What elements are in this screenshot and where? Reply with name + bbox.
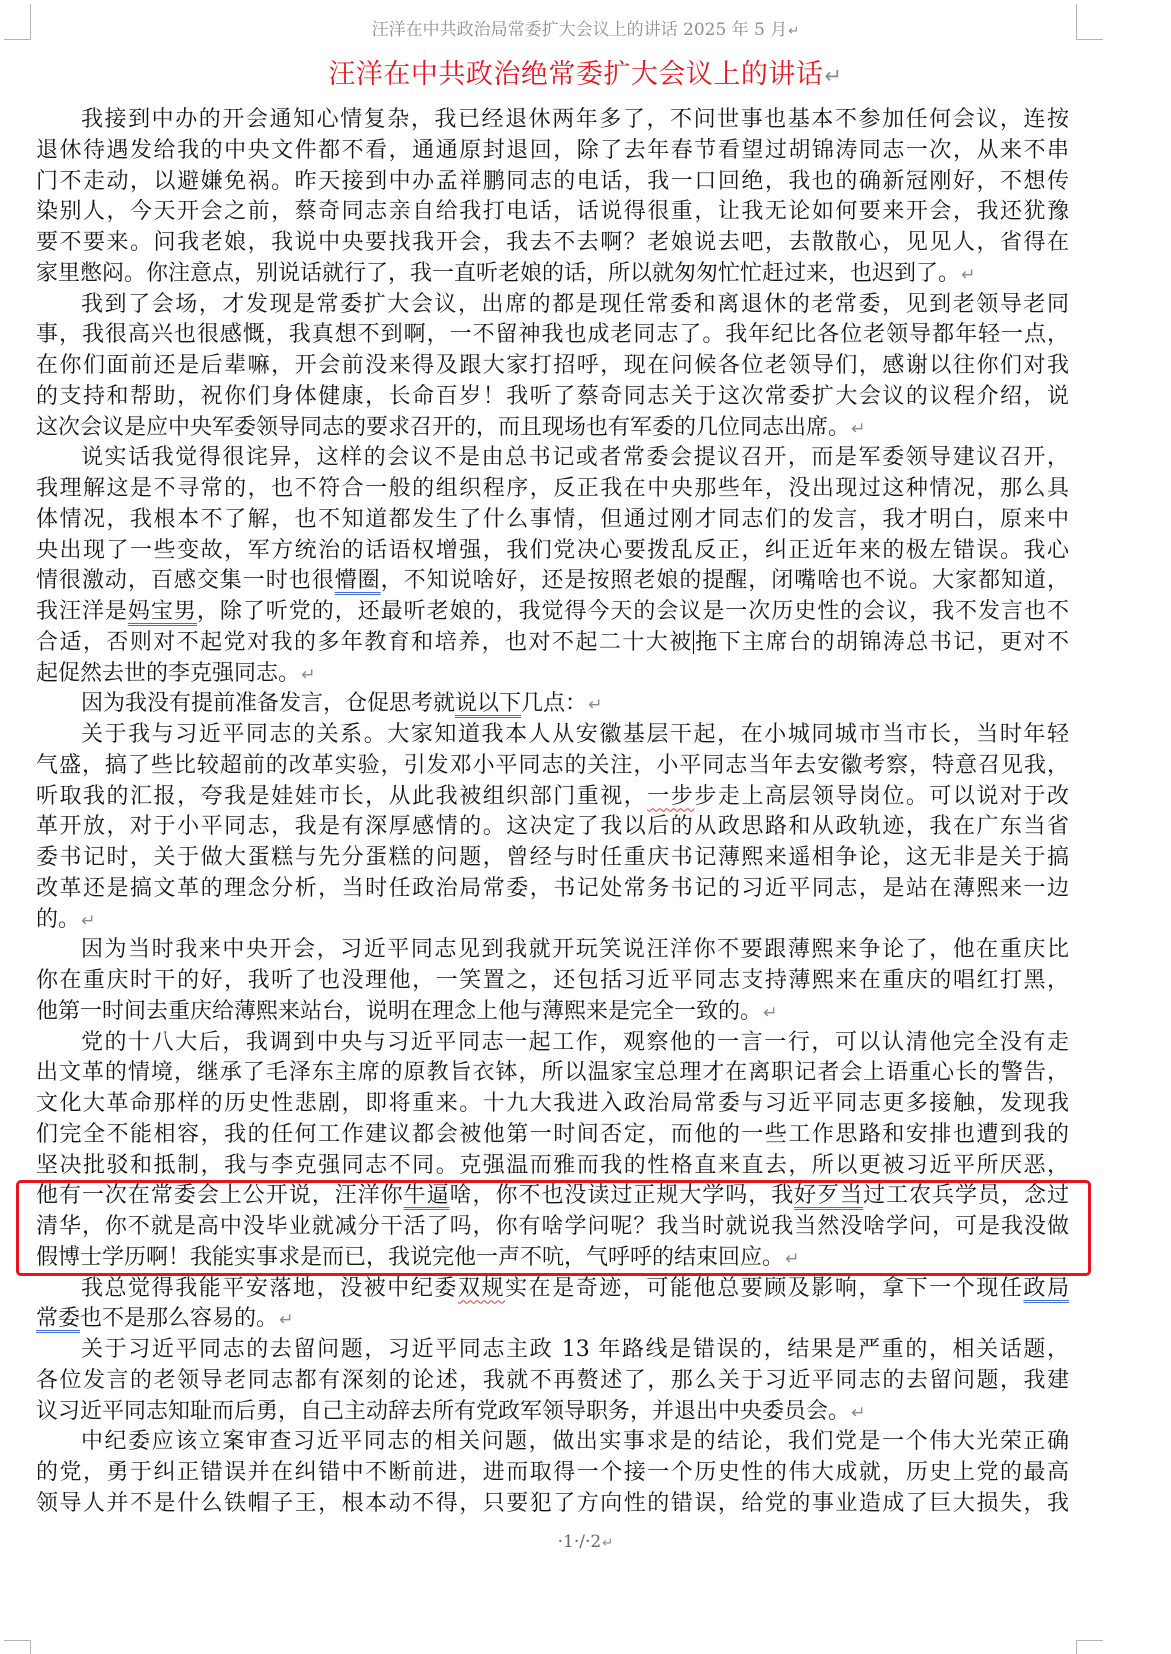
text-run: 因为我没有提前准备发言，仓促思考就 (81, 691, 456, 717)
text-line (36, 536, 1069, 567)
paragraph-mark-icon: ↵ (763, 1002, 778, 1023)
paragraph-mark-icon: ↵ (851, 1402, 866, 1423)
text-run: 在你们面前还是后辈嘛，开会前没来得及跟大家打招呼，现在问候各位老领导们，感谢以往你们对我 (36, 353, 1069, 378)
text-run: 合适，否则对不起党对我的多年教育和培养，也对不起二十大被 (36, 629, 693, 655)
text-run: 我理解这是不寻常的，也不符合一般的组织程序，反正我在中央那些年，没出现过这种情况，那么具 (36, 476, 1069, 501)
text-line (36, 843, 1069, 874)
crop-mark-bottom-right (1076, 1640, 1077, 1654)
text-line (36, 351, 1069, 382)
text-line (36, 782, 1069, 813)
text-line (36, 1489, 1069, 1520)
paragraph-mark-icon: ↵ (961, 264, 976, 285)
text-line (36, 505, 1069, 536)
text-line (36, 1304, 1069, 1335)
grammar-flagged-word[interactable]: 妈宝男 (127, 599, 197, 624)
paragraph (36, 720, 1069, 935)
text-run: 听取我的汇报，夸我是娃娃市长，从此我被组织部门重视， (36, 783, 648, 809)
text-run: 因为当时我来中央开会，习近平同志见到我就开玩笑说汪洋你不要跟薄熙来争论了，他在重庆比 (81, 937, 1069, 963)
grammar-flagged-word[interactable]: 常委 (36, 1306, 81, 1332)
page-header (0, 17, 1171, 45)
text-line (36, 1089, 1069, 1120)
text-line (36, 382, 1069, 413)
paragraph-mark-icon: ↵ (785, 1248, 800, 1269)
text-line (36, 413, 1069, 444)
grammar-flagged-word[interactable]: 说以下 (455, 691, 522, 717)
crop-mark-bottom-left (30, 1640, 31, 1654)
text-run: 的。 (36, 906, 81, 932)
spelling-flagged-word[interactable]: 双规 (457, 1275, 506, 1301)
text-line (36, 720, 1069, 751)
text-run: 革开放，对于小平同志，我是有深厚感情的。这决定了我以后的从政思路和从政轨迹，我在广东当省 (36, 814, 1069, 840)
text-line (36, 228, 1069, 259)
paragraph (36, 1335, 1069, 1427)
page-number-text: ·1·/·2 (557, 1532, 602, 1552)
text-run: 门不走动，以避嫌免祸。昨天接到中办孟祥鹏同志的电话，我一口回绝，我也的确新冠刚好，不想传 (36, 168, 1069, 194)
text-line (36, 1397, 1069, 1428)
text-run: 家里憋闷。你注意点，别说话就行了，我一直听老娘的话，所以就匆匆忙忙赶过来，也迟到了。 (36, 260, 961, 286)
text-run: 领导人并不是什么铁帽子王，根本动不得，只要犯了方向性的错误，给党的事业造成了巨大损失，我 (36, 1490, 1069, 1516)
text-run: 清华，你不就是高中没毕业就减分干活了吗，你有啥学问呢？我当时就说我当然没啥学问，可是我没做 (36, 1214, 1069, 1239)
text-line (36, 1181, 1069, 1212)
paragraph-mark-icon: ↵ (588, 695, 603, 716)
text-line (36, 751, 1069, 782)
text-run: 他有一次在常委会上公开说，汪洋你 (36, 1183, 404, 1209)
text-line (36, 1120, 1069, 1151)
text-line (36, 290, 1069, 321)
text-line (36, 905, 1069, 936)
text-line (36, 443, 1069, 474)
paragraph (36, 1274, 1069, 1336)
text-line (36, 689, 1069, 720)
text-run: 体情况，我根本不了解，也不知道都发生了什么事情，但通过刚才同志们的发言，我才明白，原来中 (36, 506, 1069, 532)
text-line (36, 259, 1069, 290)
paragraph (36, 935, 1069, 1027)
text-run: 我汪洋是 (36, 599, 128, 624)
text-run: 拖下主席台的胡锦涛总书记，更对不 (693, 629, 1069, 655)
text-run: 退休待遇发给我的中央文件都不看，通通原封退回，除了去年春节看望过胡锦涛同志一次，从来不串 (36, 137, 1069, 163)
document-title-text: 汪洋在中共政治绝常委扩大会议上的讲话 (328, 59, 824, 90)
text-run: 气盛，搞了些比较超前的改革实验，引发邓小平同志的关注，小平同志当年去安徽考察，特意召见我， (36, 752, 1069, 778)
text-line (36, 597, 1069, 628)
paragraph-mark-icon: ↵ (279, 1310, 294, 1331)
text-line (36, 167, 1069, 198)
text-line (36, 197, 1069, 228)
text-run: 改革还是搞文革的理念分析，当时任政治局常委，书记处常务书记的习近平同志，是站在薄熙来一边 (36, 875, 1069, 901)
text-line (36, 628, 1069, 659)
text-run: 议习近平同志知耻而后勇，自己主动辞去所有党政军领导职务，并退出中央委员会。 (36, 1398, 851, 1424)
text-run: 文化大革命那样的历史性悲剧，即将重来。十九大我进入政治局常委与习近平同志更多接触，发现我 (36, 1091, 1069, 1116)
text-line (36, 659, 1069, 690)
text-run: 出文革的情境，继承了毛泽东主席的原教旨衣钵，所以温家宝总理才在离职记者会上语重心长的警告， (36, 1060, 1069, 1086)
text-run: 各位发言的老领导老同志都有深刻的论述，我就不再赘述了，那么关于习近平同志的去留问题，我建 (36, 1367, 1069, 1393)
text-run: 的党，勇于纠正错误并在纠错中不断前进，进而取得一个接一个历史性的伟大成就，历史上党的最高 (36, 1460, 1069, 1485)
grammar-flagged-word[interactable]: 政局 (1023, 1275, 1069, 1301)
text-line (36, 1458, 1069, 1489)
crop-mark-bottom-left (4, 1640, 31, 1641)
paragraph-mark-icon: ↵ (301, 664, 316, 685)
text-run: 他第一时间去重庆给薄熙来站台，说明在理念上他与薄熙来是完全一致的。 (36, 998, 763, 1024)
text-run: 委书记时，关于做大蛋糕与先分蛋糕的问题，曾经与时任重庆书记薄熙来遥相争论，这无非是关于搞 (36, 845, 1069, 870)
grammar-flagged-word[interactable]: 好歹当 (794, 1183, 864, 1209)
text-run: 这次会议是应中央军委领导同志的要求召开的，而且现场也有军委的几位同志出席。 (36, 414, 851, 440)
text-run: 我接到中办的开会通知心情复杂，我已经退休两年多了，不问世事也基本不参加任何会议，连按 (81, 107, 1069, 132)
document-title (0, 58, 1171, 93)
highlight-box (36, 1181, 1069, 1273)
paragraph (36, 1028, 1069, 1274)
text-run: 关于习近平同志的去留问题，习近平同志主政 13 年路线是错误的，结果是严重的，相关话题， (81, 1337, 1069, 1362)
text-run: 们完全不能相容，我的任何工作建议都会被他第一时间否定，而他的一些工作思路和安排也遭到我的 (36, 1121, 1069, 1147)
text-line (36, 1274, 1069, 1305)
text-run: 过工农兵学员，念过 (863, 1183, 1069, 1209)
text-line (36, 1151, 1069, 1182)
text-run: 坚决批驳和抵制，我与李克强同志不同。克强温而雅而我的性格直来直去，所以更被习近平所厌恶， (36, 1152, 1069, 1178)
grammar-flagged-word[interactable]: 懵圈 (334, 568, 381, 594)
text-line (36, 1427, 1069, 1458)
page-number (0, 1528, 1171, 1558)
text-line (36, 1058, 1069, 1089)
paragraph (36, 290, 1069, 444)
paragraph (36, 105, 1069, 290)
text-run: 步走上高层领导岗位。可以说对于改 (694, 783, 1069, 809)
text-line (36, 966, 1069, 997)
paragraph (36, 1427, 1069, 1519)
paragraph (36, 443, 1069, 689)
paragraph (36, 689, 1069, 720)
paragraph-mark-icon: ↵ (851, 418, 866, 439)
paragraph-mark-icon: ↵ (788, 24, 800, 39)
text-line (36, 997, 1069, 1028)
text-run: 我到了会场，才发现是常委扩大会议，出席的都是现任常委和离退休的老常委，见到老领导老同 (81, 291, 1069, 317)
text-run: ，不知说啥好，还是按照老娘的提醒，闭嘴啥也不说。大家都知道， (380, 568, 1069, 594)
text-run: 要不要来。问我老娘，我说中央要找我开会，我去不去啊？老娘说去吧，去散散心，见见人，省得在 (36, 230, 1069, 255)
text-run: 情很激动，百感交集一时也很 (36, 568, 335, 594)
text-run: 也不是那么容易的。 (80, 1306, 279, 1332)
text-run: 党的十八大后，我调到中央与习近平同志一起工作，观察他的一言一行，可以认清他完全没有走 (81, 1029, 1069, 1055)
page-header-text: 汪洋在中共政治局常委扩大会议上的讲话 2025 年 5 月 (371, 20, 788, 40)
text-line (36, 1243, 1069, 1274)
text-run: 啥，你不也没读过正规大学吗，我 (449, 1183, 795, 1209)
paragraph-mark-icon: ↵ (602, 1536, 614, 1551)
text-run: 你在重庆时干的好，我听了也没理他，一笑置之，还包括习近平同志支持薄熙来在重庆的唱红打黑， (36, 968, 1069, 993)
text-run: 起促然去世的李克强同志。 (36, 660, 301, 686)
document-body[interactable] (36, 105, 1069, 1520)
text-run: 假博士学历啊！我能实事求是而已，我说完他一声不吭，气呼呼的结束回应。 (36, 1244, 785, 1270)
text-run: ，除了听党的，还最听老娘的，我觉得今天的会议是一次历史性的会议，我不发言也不 (196, 599, 1069, 624)
text-line (36, 474, 1069, 505)
text-run: 实在是奇迹，可能他总要顾及影响，拿下一个现任 (505, 1275, 1024, 1301)
text-line (36, 1366, 1069, 1397)
text-line (36, 874, 1069, 905)
spelling-flagged-word[interactable]: 一步 (647, 783, 695, 809)
text-run: 我总觉得我能平安落地，没被中纪委 (81, 1275, 458, 1301)
crop-mark-bottom-right (1076, 1640, 1103, 1641)
text-run: 说实话我觉得很诧异，这样的会议不是由总书记或者常委会提议召开，而是军委领导建议召开， (81, 445, 1069, 471)
text-run: 染别人，今天开会之前，蔡奇同志亲自给我打电话，话说得很重，让我无论如何要来开会，我还犹豫 (36, 199, 1069, 225)
text-line (36, 566, 1069, 597)
paragraph-mark-icon: ↵ (824, 63, 843, 88)
grammar-flagged-word[interactable]: 牛逼 (403, 1183, 450, 1209)
paragraph-mark-icon: ↵ (81, 910, 96, 931)
text-run: 事，我很高兴也很感慨，我真想不到啊，一不留神我也成老同志了。我年纪比各位老领导都年轻一点， (36, 322, 1069, 348)
text-line (36, 136, 1069, 167)
text-line (36, 105, 1069, 136)
text-run: 关于我与习近平同志的关系。大家知道我本人从安徽基层干起，在小城同城市当市长，当时年轻 (81, 722, 1069, 747)
text-run: 的支持和帮助，祝你们身体健康，长命百岁！我听了蔡奇同志关于这次常委扩大会议的议程介绍，说 (36, 383, 1069, 409)
text-line (36, 1335, 1069, 1366)
text-line (36, 812, 1069, 843)
text-line (36, 935, 1069, 966)
text-line (36, 1028, 1069, 1059)
text-run: 几点： (521, 691, 588, 717)
text-run: 央出现了一些变故，军方统治的话语权增强，我们党决心要拨乱反正，纠正近年来的极左错误。我心 (36, 537, 1069, 563)
text-line (36, 1212, 1069, 1243)
text-line (36, 320, 1069, 351)
text-run: 中纪委应该立案审查习近平同志的相关问题，做出实事求是的结论，我们党是一个伟大光荣正确 (81, 1429, 1069, 1455)
